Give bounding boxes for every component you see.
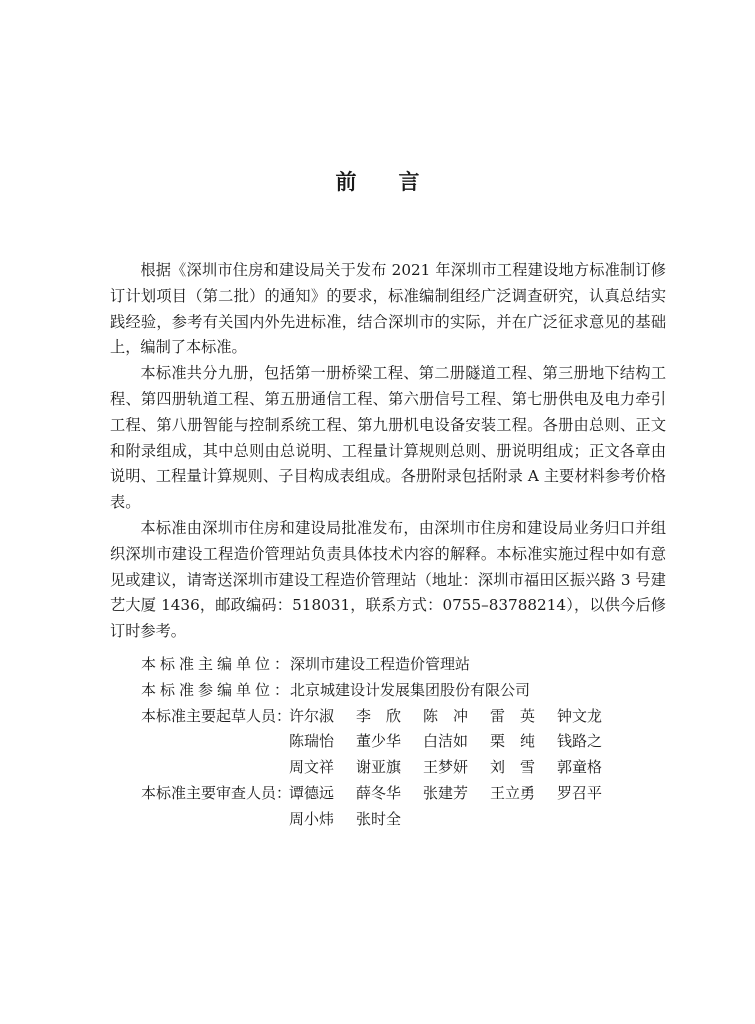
reviewers-names [289, 781, 624, 807]
reviewer-name: 张建芳 [423, 783, 469, 802]
reviewer-name: 谭德远 [289, 783, 335, 802]
reviewer-name: 周小炜 [289, 809, 335, 828]
drafter-name: 许尔淑 [289, 706, 335, 725]
reviewer-name: 薛冬华 [356, 783, 402, 802]
drafters-names [289, 704, 624, 730]
chief-editor-row [141, 652, 624, 678]
preface-body [110, 258, 666, 645]
reviewers-row [141, 781, 624, 807]
drafters-row [141, 729, 624, 755]
co-editor-label: 本标准参编单位： [141, 680, 289, 699]
credits-block [141, 652, 624, 833]
drafters-names [289, 755, 624, 781]
drafters-label: 本标准主要起草人员： [141, 706, 292, 725]
reviewer-name: 罗召平 [557, 783, 603, 802]
page-title [0, 166, 755, 196]
drafter-name: 陈 冲 [423, 706, 469, 725]
title-char-right: 言 [398, 170, 420, 194]
drafter-name: 陈瑞怡 [289, 732, 335, 751]
drafter-name: 王梦妍 [423, 758, 469, 777]
reviewers-label: 本标准主要审查人员： [141, 783, 292, 802]
reviewers-names [289, 807, 423, 833]
reviewer-name: 王立勇 [490, 783, 536, 802]
chief-editor-label: 本标准主编单位： [141, 655, 289, 673]
paragraph: 本标准由深圳市住房和建设局批准发布，由深圳市住房和建设局业务归口并组织深圳市建设工程造价管理站负责具体技术内容的解释。本标准实施过程中如有意见或建议，请寄送深圳市建设工程造价管理站（地址：深圳市福田区振兴路 3 号建艺大厦 1436，邮政编码：518031，联系方式：0755–83788214），以供今后修订时参考。 [110, 518, 666, 641]
drafter-name: 刘 雪 [490, 758, 536, 777]
drafter-name: 白洁如 [423, 732, 469, 751]
drafter-name: 雷 英 [490, 706, 536, 725]
paragraph: 本标准共分九册，包括第一册桥梁工程、第二册隧道工程、第三册地下结构工程、第四册轨道工程、第五册通信工程、第六册信号工程、第七册供电及电力牵引工程、第八册智能与控制系统工程、第九册机电设备安装工程。各册由总则、正文和附录组成，其中总则由总说明、工程量计算规则总则、册说明组成；正文各章由说明、工程量计算规则、子目构成表组成。各册附录包括附录 A 主要材料参考价格表。 [110, 364, 666, 512]
drafter-name: 董少华 [356, 732, 402, 751]
paragraph: 根据《深圳市住房和建设局关于发布 2021 年深圳市工程建设地方标准制订修订计划项目（第二批）的通知》的要求，标准编制组经广泛调查研究，认真总结实践经验，参考有关国内外先进标准，结合深圳市的实际，并在广泛征求意见的基础上，编制了本标准。 [110, 261, 666, 357]
co-editor-row [141, 678, 624, 704]
drafter-name: 李 欣 [356, 706, 402, 725]
drafters-names [289, 729, 624, 755]
reviewer-name: 张时全 [356, 809, 402, 828]
drafters-row [141, 704, 624, 730]
drafter-name: 谢亚旗 [356, 758, 402, 777]
drafter-name: 栗 纯 [490, 732, 536, 751]
drafter-name: 郭童格 [557, 758, 603, 777]
drafter-name: 周文祥 [289, 758, 335, 777]
chief-editor-value: 深圳市建设工程造价管理站 [290, 655, 471, 673]
title-char-left: 前 [335, 170, 357, 194]
drafter-name: 钱路之 [557, 732, 603, 751]
drafter-name: 钟文龙 [557, 706, 603, 725]
co-editor-value: 北京城建设计发展集团股份有限公司 [290, 680, 531, 699]
drafters-row [141, 755, 624, 781]
reviewers-row [141, 807, 624, 833]
